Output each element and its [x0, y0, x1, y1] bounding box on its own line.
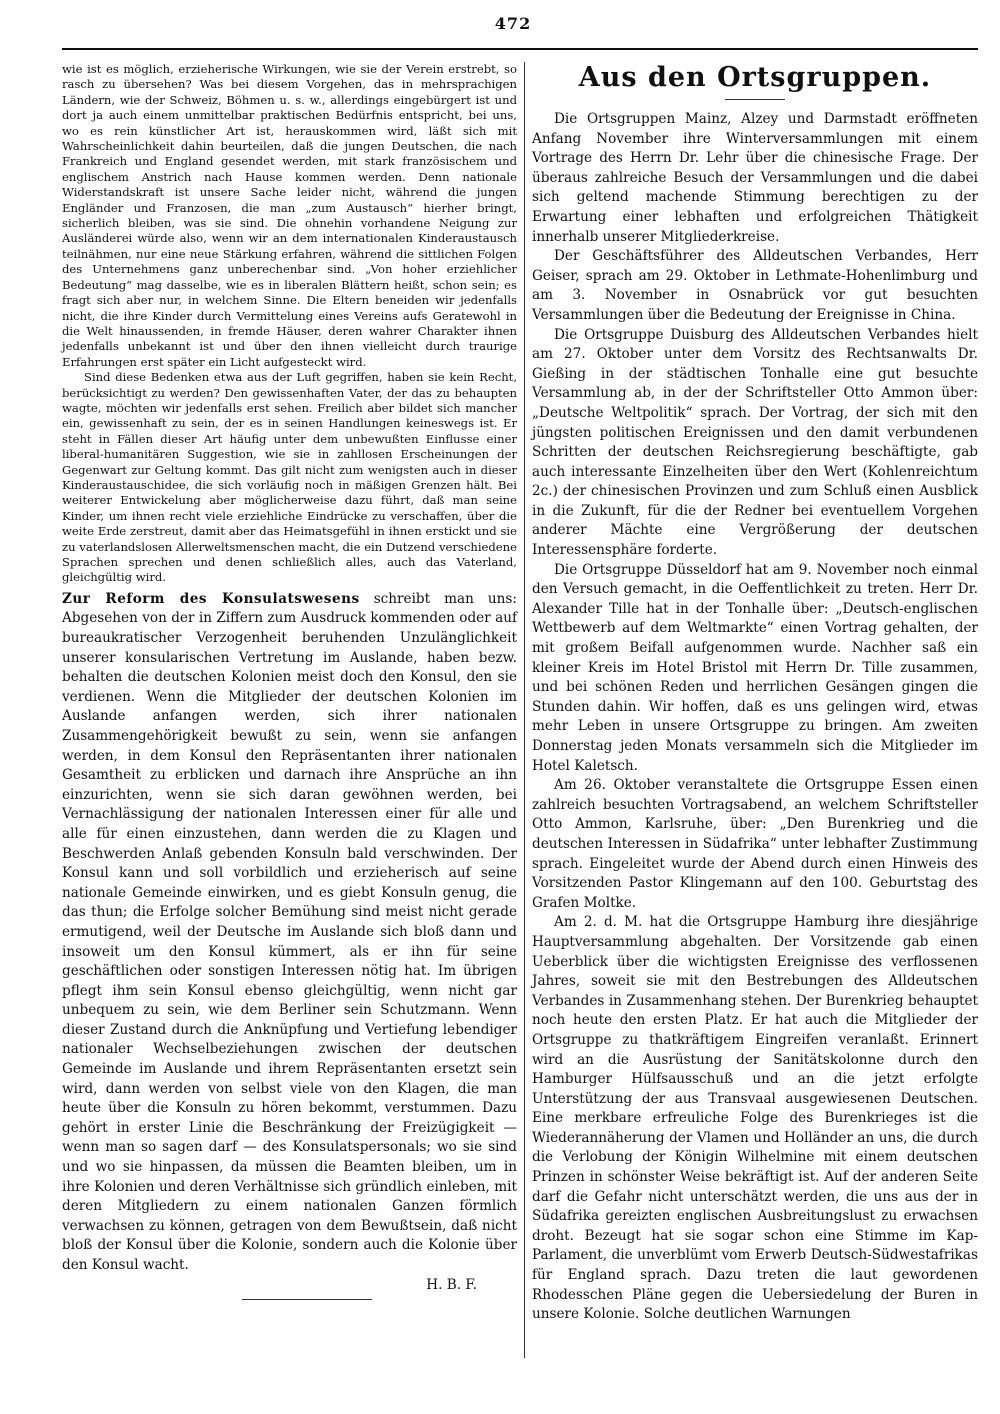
header-rule — [62, 48, 978, 50]
left-small-text — [62, 62, 517, 586]
left-column — [62, 62, 517, 1300]
report-geschaeftsfuehrer: Der Geschäftsführer des Alldeutschen Verbandes, Herr Geiser, sprach am 29. Oktober in Lethmate-Hohenlimburg und am 3. November in Osnabrück vor gut besuchten Versammlungen über die Bedeutung der Ereignisse in China. — [532, 248, 978, 323]
column-divider — [524, 62, 525, 1358]
konsulatswesen-heading: Zur Reform des Konsulatswesens — [62, 590, 360, 607]
report-hamburg: Am 2. d. M. hat die Ortsgruppe Hamburg ihre diesjährige Hauptversammlung abgehalten. Der Vorsitzende gab einen Ueberblick über die wichtigsten Ereignisse des verflossenen Jahres, soweit sie mit den Bestrebungen des Alldeutschen Verbandes in Zusammenhang stehen. Der Burenkrieg behauptet noch heute den ersten Platz. Er hat auch die Mitglieder der Ortsgruppe zu thatkräftigem Eingreifen veranlaßt. Erinnert wird an die Ausrüstung der Sanitätskolonne durch den Hamburger Hülfsausschuß und an die jetzt erfolgte Unterstützung der aus Transvaal ausgewiesenen Deutschen. Eine merkbare erfreuliche Folge des Burenkrieges ist die Wiederannäherung der Vlamen und Holländer an uns, die durch die Verlobung der Königin Wilhelmine mit einem deutschen Prinzen in schönster Weise bekräftigt ist. Auf der anderen Seite darf die Gefahr nicht unterschätzt werden, die uns aus der in Südafrika gereizten englischen Ausbreitungslust zu erwachsen droht. Bezeugt hat sie sogar schon eine Stimme im Kap-Parlament, die unverblümt vom Erwerb Deutsch-Südwestafrikas für England sprach. Dazu treten die laut gewordenen Rhodesschen Pläne gegen die Uebersiedelung der Buren in unsere Kolonie. Solche deutlichen Warnungen — [532, 914, 978, 1323]
page-number: 472 — [494, 14, 532, 33]
left-large-text — [62, 590, 517, 1300]
paragraph-austausch-1: wie ist es möglich, erzieherische Wirkungen, wie sie der Verein erstrebt, so rasch zu übersehen? Was bei diesem Vorgehen, das in mehrsprachigen Ländern, wie der Schweiz, Böhmen u. s. w., allerdings eingebürgert ist und dort ja auch einem unmittelbar praktischen Bedürfnis entspricht, bei uns, wo es rein künstlicher Art ist, herauskommen wird, läßt sich mit Wahrscheinlichkeit dahin beurteilen, daß die jungen Deutschen, die nach Frankreich und England gesendet werden, mit stark französischem und englischem Anstrich nach Hause kommen werden. Denn nationale Widerstandskraft ist unsere Sache leider nicht, während die jungen Engländer und Franzosen, die man „zum Austausch“ hierher bringt, sicherlich bleiben, was sie sind. Die ohnehin vorhandene Neigung zur Ausländerei würde also, wenn wir an dem internationalen Kinderaustausch teilnähmen, nur eine neue Stärkung erfahren, während die sittlichen Folgen des Unternehmens ganz unberechenbar sind. „Von hoher erziehlicher Bedeutung“ mag dasselbe, wie es in liberalen Blättern heißt, schon sein; es fragt sich aber nur, in welchem Sinne. Die Eltern beneiden wir jedenfalls nicht, die ihre Kinder durch Vermittelung eines Vereins aufs Geratewohl in die Welt hinaussenden, in fremde Häuser, deren wahrer Charakter ihnen jedenfalls unbekannt ist und über den ihnen vielleicht durch traurige Erfahrungen erst später ein Licht aufgesteckt wird. — [62, 62, 517, 369]
title-rule — [725, 99, 785, 100]
paragraph-konsulatswesen — [62, 590, 517, 1276]
report-mainz: Die Ortsgruppen Mainz, Alzey und Darmstadt eröffneten Anfang November ihre Winterversammlungen mit einem Vortrage des Herrn Dr. Lehr über die chinesische Frage. Der überaus zahlreiche Besuch der Versammlungen und die dabei sich geltend machende Stimmung berechtigen zu der Erwartung einer lebhaften und erfolgreichen Thätigkeit innerhalb unserer Mitgliederkreise. — [532, 111, 978, 245]
report-duisburg: Die Ortsgruppe Duisburg des Alldeutschen Verbandes hielt am 27. Oktober unter dem Vorsitz des Rechtsanwalts Dr. Gießing in der städtischen Tonhalle eine gut besuchte Versammlung ab, in der der Schriftsteller Otto Ammon über: „Deutsche Weltpolitik“ sprach. Der Vortrag, der sich mit den jüngsten politischen Ereignissen und den damit verbundenen Schritten der deutschen Reichsregierung beschäftigte, gab auch interessante Einzelheiten über den Wert (Kohlenreichtum 2c.) der chinesischen Provinzen und zum Schluß einen Ausblick in die Zukunft, für die der Redner bei eventuellem Vorgehen anderer Mächte eine Vergrößerung der deutschen Interessensphäre forderte. — [532, 326, 978, 559]
paragraph-austausch-2: Sind diese Bedenken etwa aus der Luft gegriffen, haben sie kein Recht, berücksichtigt zu werden? Den gewissenhaften Vater, der das zu behaupten wagte, möchten wir jedenfalls erst sehen. Freilich aber bildet sich mancher ein, gewissenhaft zu sein, der es in seinen Handlungen keineswegs ist. Er steht in Fällen dieser Art häufig unter dem unbewußten Einflusse einer liberal-humanitären Suggestion, wie sie in zahllosen Erscheinungen der Gegenwart zur Geltung kommt. Das gilt nicht zum wenigsten auch in dieser Kinderaustauschidee, die sich vorläufig noch in mäßigen Grenzen hält. Bei weiterer Entwickelung aber möglicherweise dazu führt, daß man seine Kinder, um ihnen recht viele erziehliche Eindrücke zu verschaffen, über die weite Erde zerstreut, damit aber das Heimatsgefühl in ihnen erstickt und sie zu vaterlandslosen Allerweltsmenschen macht, die ein Dutzend verschiedene Sprachen sprechen und denen schließlich alles, auch das Vaterland, gleichgültig wird. — [62, 370, 517, 585]
section-title: Aus den Ortsgruppen. — [578, 62, 932, 93]
report-duesseldorf: Die Ortsgruppe Düsseldorf hat am 9. November noch einmal den Versuch gemacht, in die Oeffentlichkeit zu treten. Herr Dr. Alexander Tille hat in der Tonhalle über: „Deutsch-englischen Wettbewerb auf dem Weltmarkte“ einen Vortrag gehalten, der mit großem Beifall aufgenommen wurde. Nachher saß ein kleiner Kreis im Hotel Bristol mit Herrn Dr. Tille zusammen, und bei schönen Reden und herrlichen Gesängen gingen die Stunden dahin. Wir hoffen, daß es uns gelingen wird, etwas mehr Leben in unsere Ortsgruppe zu bringen. Am zweiten Donnerstag jeden Monats versammeln sich die Mitglieder im Hotel Kaletsch. — [532, 561, 978, 774]
report-essen: Am 26. Oktober veranstaltete die Ortsgruppe Essen einen zahlreich besuchten Vortragsabend, an welchem Schriftsteller Otto Ammon, Karlsruhe, über: „Den Burenkrieg und die deutschen Interessen in Südafrika“ unter lebhafter Zustimmung sprach. Eingeleitet wurde der Abend durch einen Hinweis des Vorsitzenden Pastor Klingemann auf den 100. Geburtstag des Grafen Moltke. — [532, 777, 978, 911]
end-rule — [242, 1299, 372, 1300]
konsulatswesen-body: schreibt man uns: Abgesehen von der in Ziffern zum Ausdruck kommenden oder auf bureaukratischer Verzogenheit beruhenden Unzulänglichkeit unserer konsularischen Vertretung im Auslande, haben bezw. behalten die deutschen Kolonien meist doch den Konsul, den sie verdienen. Wenn die Mitglieder der deutschen Kolonien im Auslande anfangen werden, sich ihrer nationalen Zusammengehörigkeit bewußt zu sein, wenn sie anfangen werden, in dem Konsul den Repräsentanten ihrer nationalen Gesamtheit zu erblicken und darnach ihre Ansprüche an ihn einzurichten, wenn sie sich daran gewöhnen werden, bei Vernachlässigung der nationalen Interessen einer für alle und alle für einen einzustehen, dann werden die zu Klagen und Beschwerden Anlaß gebenden Konsuln bald verschwinden. Der Konsul kann und soll vorbildlich und erzieherisch auf seine nationale Gemeinde einwirken, und es giebt Konsuln genug, die das thun; die Erfolge solcher Bemühung sind meist nicht gerade ermutigend, weil der Deutsche im Auslande sich bloß dann und insoweit um den Konsul kümmert, als er ihn für seine geschäftlichen oder sonstigen Interessen nötig hat. Im übrigen pflegt ihm sein Konsul ebenso gleichgültig, wenn nicht gar unbequem zu sein, wie dem Berliner sein Schutzmann. Wenn dieser Zustand durch die Anknüpfung und Vertiefung lebendiger nationaler Wechselbeziehungen zwischen der deutschen Gemeinde im Auslande und ihrem Repräsentanten ersetzt sein wird, dann werden von selbst viele von den Klagen, die man heute über die Konsuln zu hören bekommt, verstummen. Dazu gehört in erster Linie die Beschränkung der Freizügigkeit — wenn man so sagen darf — des Konsulatspersonals; wo sie sind und wo sie hinpassen, da müssen die Beamten bleiben, um in ihre Kolonien und deren Verhältnisse sich gründlich einleben, mit deren Mitgliedern zu einem nationalen Ganzen förmlich verwachsen zu können, getragen von dem Bewußtsein, daß nicht bloß der Konsul über die Kolonie, sondern auch die Kolonie über den Konsul wacht. — [62, 590, 517, 1273]
right-column — [532, 62, 978, 1325]
signature: H. B. F. — [426, 1276, 477, 1293]
